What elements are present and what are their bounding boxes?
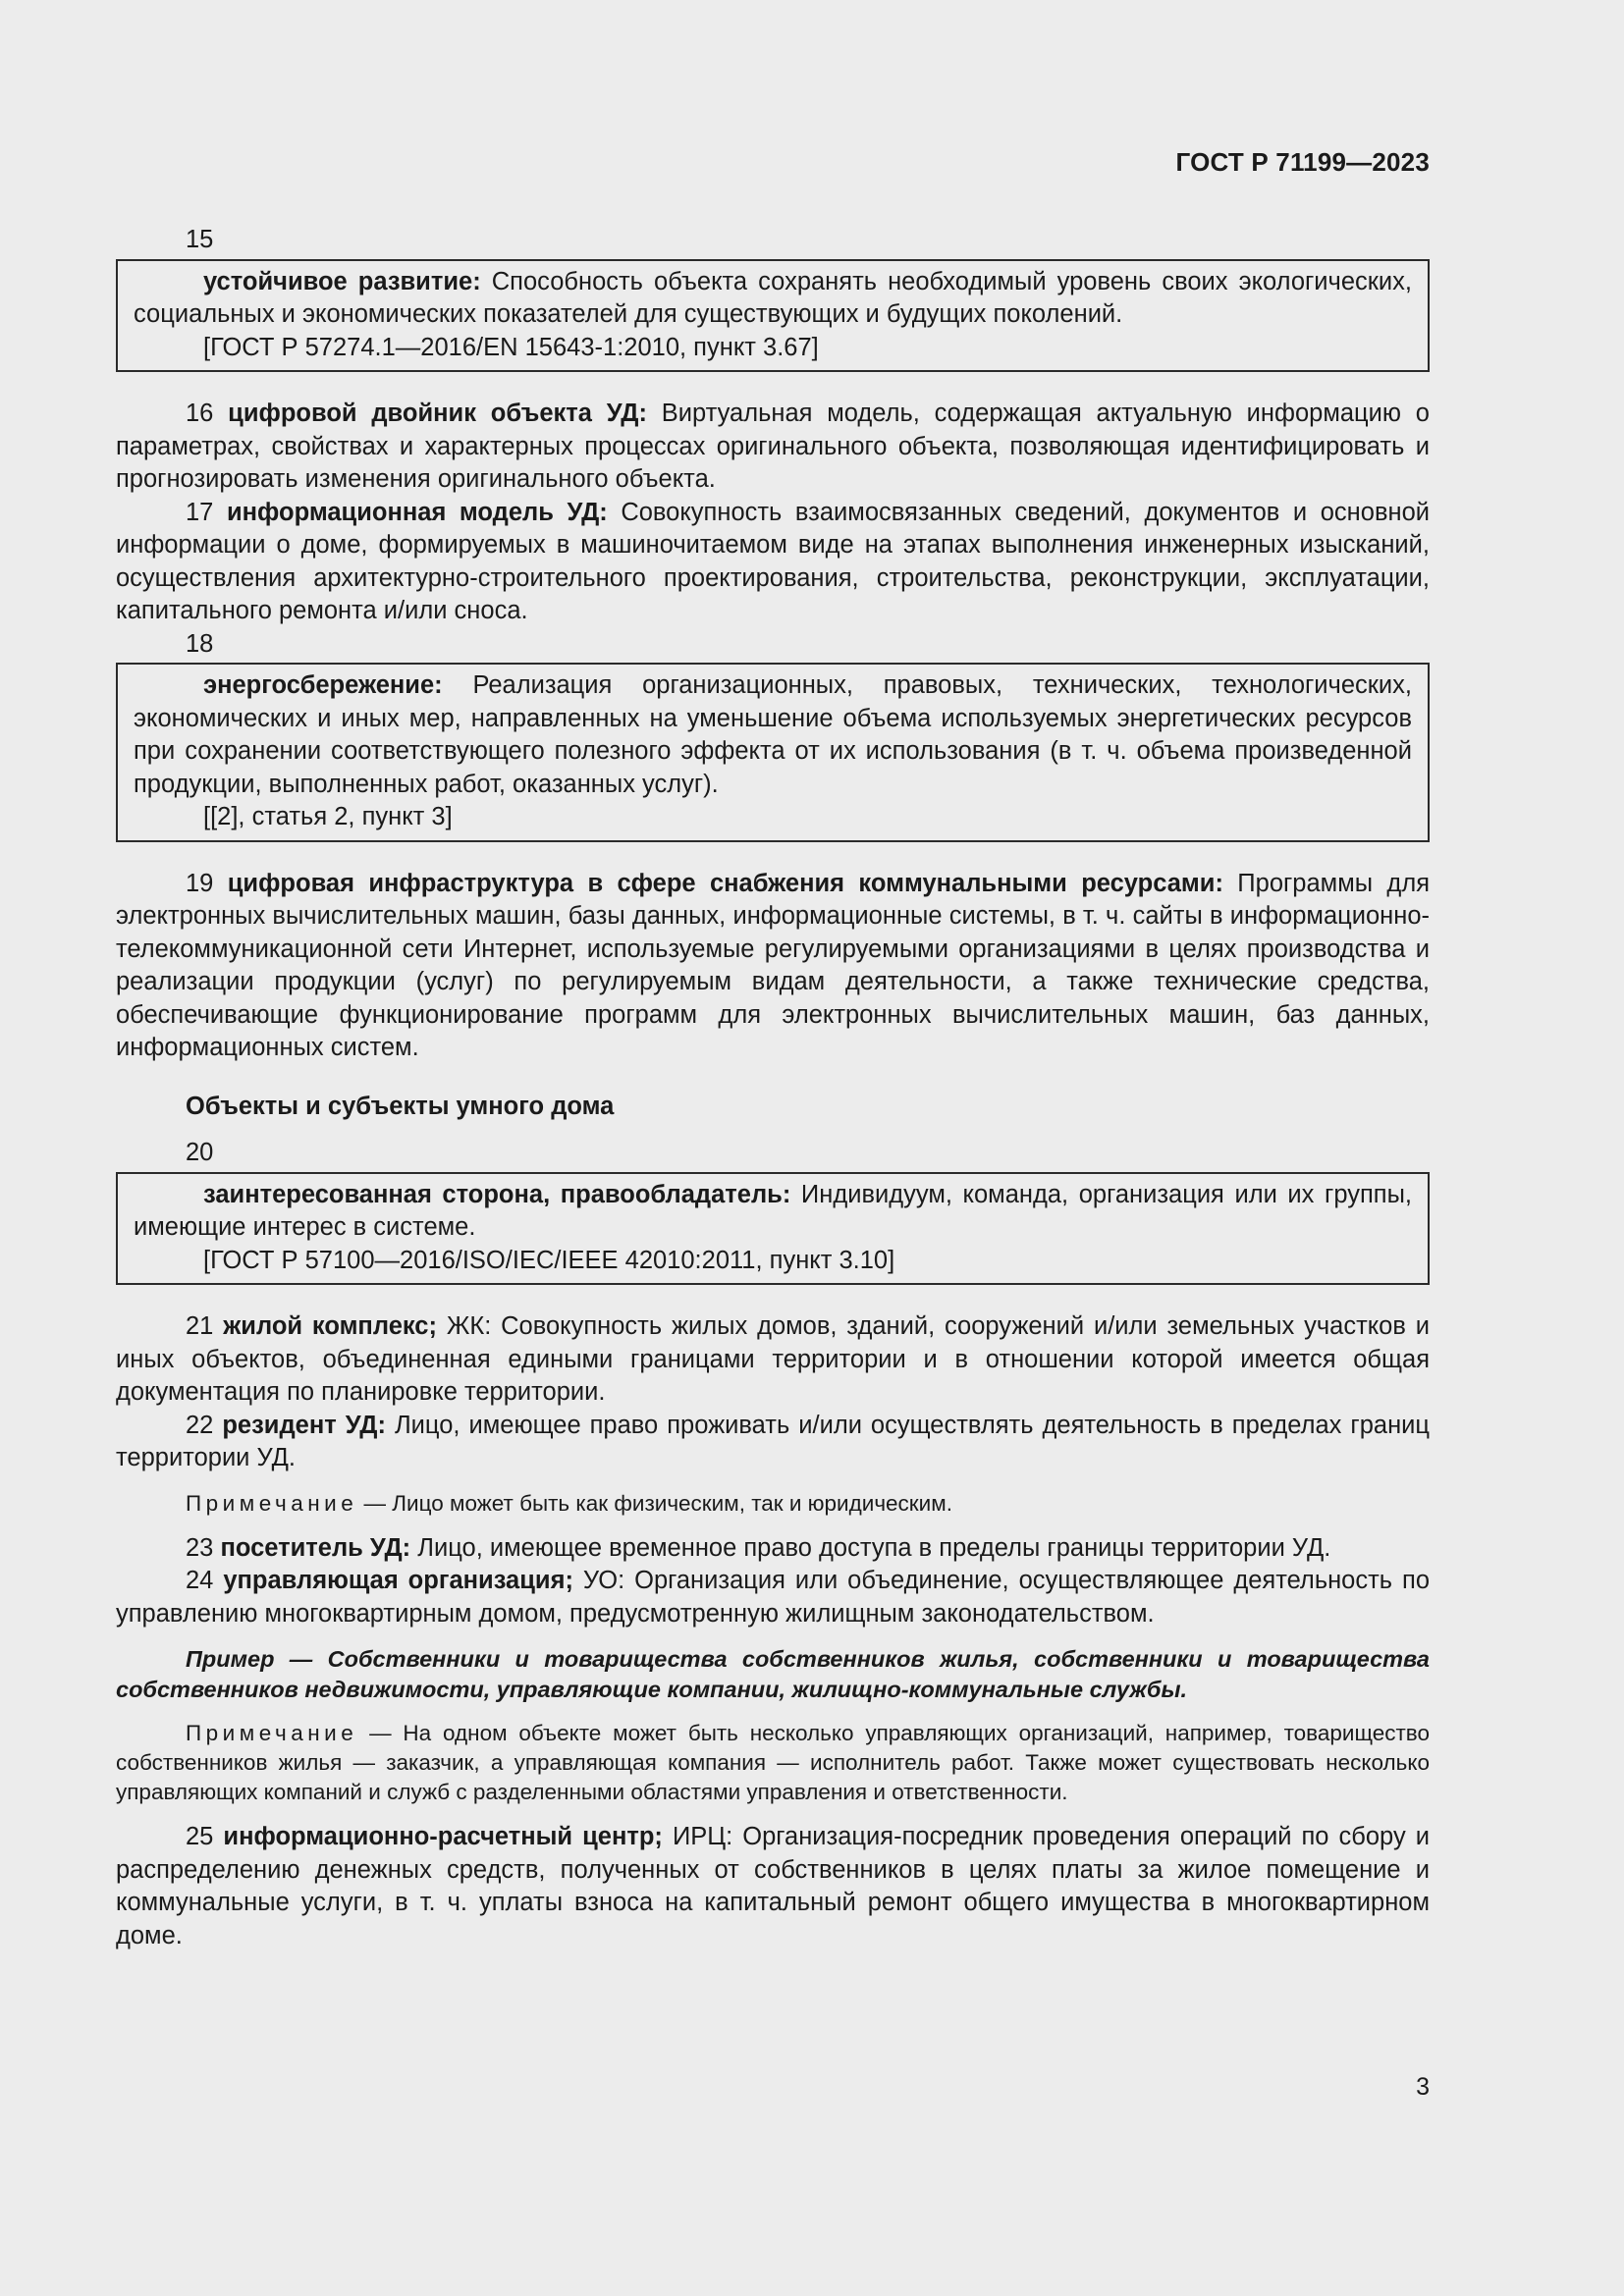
term-definition-18: Реализация организационных, правовых, технических, технологических, экономических и иных мер, направленных на уменьшение объема используемых энергетических ресурсов при сохранении соответствующего полезного эффекта от их использования (в т. ч. объема произведенной продукции, выполненных работ, оказанных услуг). — [134, 671, 1412, 798]
term-17: информационная модель УД: — [226, 498, 608, 526]
term-definition-19: Программы для электронных вычислительных машин, базы данных, информационные системы, в т. ч. сайты в информационно-телекоммуникационной сети Интернет, используемые регулируемыми организациями в целях производства и реализации продукции (услуг) по регулируемым видам деятельности, а также технические средства, обеспечивающие функционирование программ для электронных вычислительных машин, баз данных, информационных систем. — [116, 869, 1431, 1061]
term-number-21: 21 — [186, 1312, 224, 1340]
term-definition-22: Лицо, имеющее право проживать и/или осуществлять деятельность в пределах границ территории УД. — [116, 1411, 1430, 1471]
term-number-25: 25 — [186, 1823, 224, 1850]
note-label-2: Примечание — [186, 1721, 358, 1745]
example-text: Пример — Собственники и товарищества собственников жилья, собственники и товарищества собственников недвижимости, управляющие компании, жилищно-коммунальные службы. — [116, 1646, 1430, 1702]
term-definition-20: Индивидуум, команда, организация или их группы, имеющие интерес в системе. — [134, 1180, 1412, 1241]
term-number-18: 18 — [186, 629, 214, 658]
note-label-1: Примечание — [186, 1490, 358, 1516]
page-number: 3 — [1416, 2073, 1430, 2101]
term-number-16: 16 — [186, 400, 229, 427]
term-definition-25: ИРЦ: Организация-посредник проведения операций по сбору и распределению денежных средств, полученных от собственников в целях платы за жилое помещение и коммунальные услуги, в т. ч. уплаты взноса на капитальный ремонт общего имущества в многоквартирном доме. — [116, 1823, 1430, 1949]
term-definition-24: УО: Организация или объединение, осуществляющее деятельность по управлению многоквартирным домом, предусмотренную жилищным законодательством. — [116, 1567, 1431, 1628]
term-definition-17: Совокупность взаимосвязанных сведений, документов и основной информации о доме, формируемых в машиночитаемом виде на этапах выполнения инженерных изысканий, осуществления архитектурно-строительного проектирования, строительства, реконструкции, эксплуатации, капитального ремонта и/или сноса. — [116, 498, 1430, 624]
term-entry-16 — [116, 398, 1430, 497]
term-box-20 — [116, 1172, 1430, 1286]
document-header: ГОСТ Р 71199—2023 — [1175, 147, 1430, 177]
term-entry-24 — [116, 1565, 1430, 1630]
term-source-18: [[2], статья 2, пункт 3] — [203, 803, 453, 830]
term-number-15: 15 — [186, 226, 214, 253]
term-entry-20 — [134, 1179, 1412, 1245]
term-number-20: 20 — [186, 1139, 214, 1166]
term-16: цифровой двойник объекта УД: — [228, 400, 647, 427]
term-definition-16: Виртуальная модель, содержащая актуальную информацию о параметрах, свойствах и характерных процессах оригинального объекта, позволяющая идентифицировать и прогнозировать изменения оригинального объекта. — [116, 400, 1430, 493]
term-entry-17 — [116, 497, 1430, 628]
term-definition-15: Способность объекта сохранять необходимый уровень своих экологических, социальных и экономических показателей для существующих и будущих поколений. — [134, 267, 1412, 328]
term-20: заинтересованная сторона, правообладатель: — [203, 1180, 791, 1208]
term-definition-23: Лицо, имеющее временное право доступа в пределы границы территории УД. — [410, 1533, 1331, 1562]
term-22: резидент УД: — [222, 1411, 386, 1439]
note-1 — [116, 1489, 1430, 1519]
term-15: устойчивое развитие: — [203, 267, 481, 295]
term-source-20: [ГОСТ Р 57100—2016/ISO/IEC/IEEE 42010:2011, пункт 3.10] — [203, 1246, 895, 1274]
term-number-17: 17 — [186, 498, 227, 526]
term-entry-21 — [116, 1310, 1430, 1410]
term-source-15: [ГОСТ Р 57274.1—2016/EN 15643-1:2010, пункт 3.67] — [203, 333, 819, 361]
term-entry-23 — [116, 1532, 1430, 1566]
term-number-19: 19 — [186, 869, 228, 897]
term-entry-22 — [116, 1410, 1430, 1475]
term-25: информационно-расчетный центр; — [223, 1823, 663, 1850]
document-body — [116, 224, 1430, 1952]
term-entry-15 — [134, 266, 1412, 332]
term-number-23: 23 — [186, 1533, 221, 1562]
term-19: цифровая инфраструктура в сфере снабжения коммунальными ресурсами: — [227, 869, 1223, 897]
term-number-22: 22 — [186, 1411, 223, 1439]
term-box-15 — [116, 259, 1430, 373]
term-entry-19 — [116, 868, 1430, 1065]
term-entry-18 — [134, 669, 1412, 801]
term-18: энергосбережение: — [203, 671, 443, 699]
term-definition-21: ЖК: Совокупность жилых домов, зданий, сооружений и/или земельных участков и иных объектов, объединенная едиными границами территории и в отношении которой имеется общая документация по планировке территории. — [116, 1312, 1430, 1406]
term-entry-25 — [116, 1821, 1430, 1952]
term-23: посетитель УД: — [220, 1533, 411, 1562]
term-box-18 — [116, 663, 1430, 842]
term-number-24: 24 — [186, 1567, 224, 1594]
term-24: управляющая организация; — [223, 1567, 573, 1594]
note-text-2: — На одном объекте может быть несколько управляющих организаций, например, товарищество собственников жилья — заказчик, а управляющая компания — исполнитель работ. Также может существовать несколько управляющих компаний и служб с разделенными областями управления и ответственности. — [116, 1721, 1430, 1804]
note-2 — [116, 1719, 1430, 1807]
section-title: Объекты и субъекты умного дома — [186, 1092, 615, 1120]
note-text-1: — Лицо может быть как физическим, так и юридическим. — [357, 1490, 952, 1516]
term-21: жилой комплекс; — [223, 1312, 437, 1340]
